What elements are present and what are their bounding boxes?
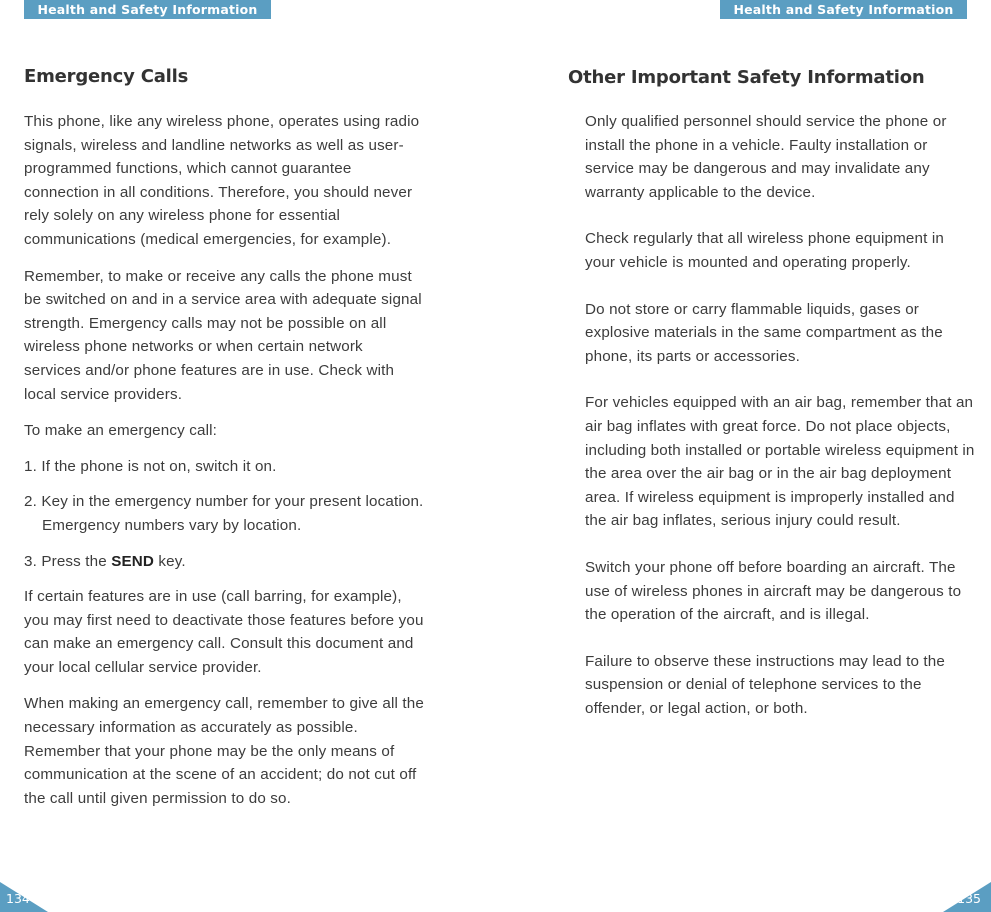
send-key-label: SEND — [111, 552, 155, 570]
paragraph: Failure to observe these instructions may lead to the suspension or denial of telephone services to the offender, or legal action, or both. — [585, 652, 945, 717]
paragraph: Remember, to make or receive any calls the phone must be switched on and in a service area with adequate signal strength. Emergency calls may not be possible on all wireless phone networks or when certain network services and/or phone features are in use. Check with local service providers. — [24, 267, 422, 403]
paragraph: Only qualified personnel should service the phone or install the phone in a vehicle. Faulty installation or service may be dangerous and may invalidate any warranty applicable to the device. — [585, 113, 947, 201]
right-page-body — [585, 110, 975, 743]
instruction-step-3 — [24, 550, 424, 574]
instruction-intro: To make an emergency call: — [24, 422, 217, 440]
paragraph: When making an emergency call, remember to give all the necessary information as accurately as possible. Remember that your phone may be the only means of communication at the scene of an accident; do not cut off the call until given permission to do so. — [24, 695, 424, 807]
paragraph: Check regularly that all wireless phone equipment in your vehicle is mounted and operating properly. — [585, 230, 944, 271]
step-3-prefix: 3. Press the — [24, 552, 112, 570]
page-number-left: 134 — [6, 891, 30, 906]
paragraph: Do not store or carry flammable liquids, gases or explosive materials in the same compartment as the phone, its parts or accessories. — [585, 300, 943, 365]
section-header-tab-right: Health and Safety Information — [720, 0, 967, 19]
section-header-tab-left: Health and Safety Information — [24, 0, 271, 19]
paragraph: For vehicles equipped with an air bag, remember that an air bag inflates with great force. Do not place objects, including both installed or portable wireless equipment in the area over the air bag or in the air bag deployment area. If wireless equipment is improperly installed and the air bag inflates, serious injury could result. — [585, 394, 975, 530]
page-number-right: 135 — [957, 891, 981, 906]
instruction-step-2: 2. Key in the emergency number for your present location. Emergency numbers vary by location. — [24, 493, 424, 534]
instruction-step-1: 1. If the phone is not on, switch it on. — [24, 457, 277, 475]
paragraph: Switch your phone off before boarding an aircraft. The use of wireless phones in aircraft may be dangerous to the operation of the aircraft, and is illegal. — [585, 558, 962, 624]
step-3-suffix: key. — [154, 552, 186, 570]
page-title-other-safety-info: Other Important Safety Information — [568, 67, 925, 88]
paragraph: This phone, like any wireless phone, operates using radio signals, wireless and landline networks as well as user-programmed functions, which cannot guarantee connection in all conditions. Therefore, you should never rely solely on any wireless phone for essential communications (medical emergencies, for example). — [24, 113, 420, 248]
left-page-body — [24, 110, 424, 823]
page-title-emergency-calls: Emergency Calls — [24, 66, 189, 87]
paragraph: If certain features are in use (call barring, for example), you may first need to deactivate those features before you can make an emergency call. Consult this document and your local cellular service provider. — [24, 588, 424, 676]
